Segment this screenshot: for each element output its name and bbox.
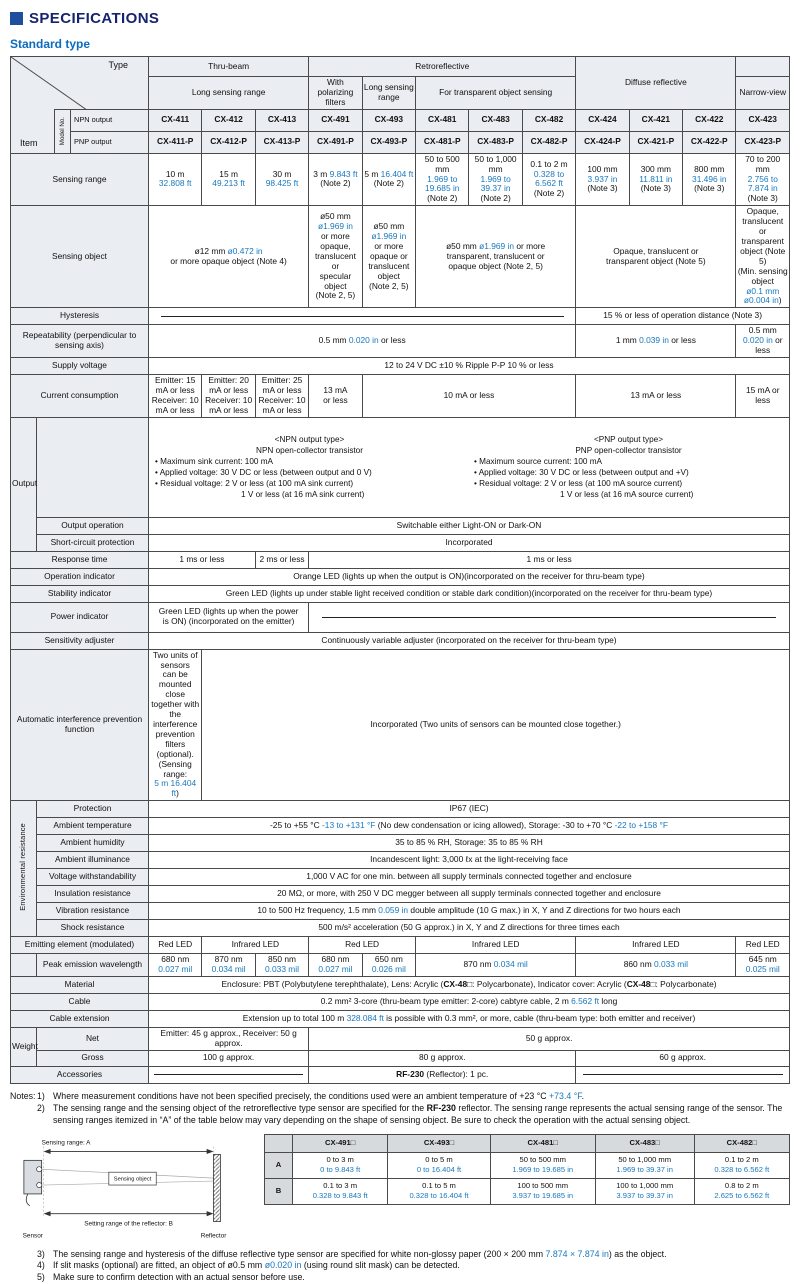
range-cell: 0.8 to 2 m 2.625 to 6.562 ft bbox=[694, 1178, 789, 1204]
model-npn: CX-491 bbox=[309, 109, 362, 131]
spec-cell: 13 mA or less bbox=[309, 375, 362, 418]
note-number: 2) bbox=[37, 1103, 53, 1127]
range-cell: 0 to 3 m 0 to 9.843 ft bbox=[293, 1152, 388, 1178]
spec-row bbox=[11, 801, 790, 818]
item-label: Item bbox=[20, 138, 38, 149]
model-pnp: CX-423-P bbox=[736, 131, 790, 153]
range-corner-cell bbox=[265, 1134, 293, 1152]
spec-cell: Red LED bbox=[149, 937, 202, 954]
item-sub-label: Gross bbox=[37, 1050, 149, 1066]
range-cell: 0.1 to 3 m 0.328 to 9.843 ft bbox=[293, 1178, 388, 1204]
note-text: If slit masks (optional) are fitted, an object of ø0.5 mm ø0.020 in (using round slit mask) can be detected. bbox=[53, 1260, 790, 1272]
spec-cell: Emitter: 15 mA or less Receiver: 10 mA or less bbox=[149, 375, 202, 418]
spec-cell: 10 m 32.808 ft bbox=[149, 153, 202, 206]
range-diagram bbox=[14, 1134, 256, 1242]
spec-row bbox=[11, 869, 790, 886]
note-number: 5) bbox=[37, 1272, 53, 1284]
spec-cell: 300 mm 11.811 in (Note 3) bbox=[629, 153, 682, 206]
model-pnp: CX-411-P bbox=[149, 131, 202, 153]
not-applicable-dash bbox=[322, 617, 776, 618]
spec-cell: 15 mA or less bbox=[736, 375, 790, 418]
note bbox=[37, 1272, 790, 1284]
spec-cell: 1 ms or less bbox=[149, 551, 256, 568]
item-row-label: Hysteresis bbox=[11, 308, 149, 325]
not-applicable-dash bbox=[583, 1074, 783, 1075]
spec-cell: 10 mA or less bbox=[362, 375, 576, 418]
range-cell: 100 to 500 mm 3.937 to 19.685 in bbox=[490, 1178, 595, 1204]
item-row-label: Sensing object bbox=[11, 206, 149, 308]
item-row-label: Supply voltage bbox=[11, 358, 149, 375]
spec-cell: Incorporated bbox=[149, 534, 790, 551]
spec-cell: 680 nm 0.027 mil bbox=[149, 954, 202, 977]
spec-cell: 15 m 49.213 ft bbox=[202, 153, 255, 206]
model-npn: CX-482 bbox=[522, 109, 575, 131]
model-pnp: CX-481-P bbox=[416, 131, 469, 153]
note bbox=[37, 1103, 790, 1127]
spec-row bbox=[11, 417, 790, 517]
model-npn: CX-483 bbox=[469, 109, 522, 131]
spec-cell: Infrared LED bbox=[576, 937, 736, 954]
spec-cell bbox=[149, 308, 576, 325]
item-row-label: Material bbox=[11, 977, 149, 994]
item-row-label: Operation indicator bbox=[11, 568, 149, 585]
spec-cell: Incorporated (Two units of sensors can be mounted close together.) bbox=[202, 649, 790, 801]
model-pnp: CX-412-P bbox=[202, 131, 255, 153]
model-pnp: CX-424-P bbox=[576, 131, 629, 153]
note-text: Where measurement conditions have not been specified precisely, the conditions used were an ambient temperature of +23 °C +73.4 °F. bbox=[53, 1091, 790, 1103]
spec-cell: Incandescent light: 3,000 ℓx at the light-receiving face bbox=[149, 852, 790, 869]
title-bullet-icon bbox=[10, 12, 23, 25]
spec-row bbox=[11, 903, 790, 920]
sensing-object-label: Sensing object bbox=[114, 1176, 152, 1182]
range-model-header: CX-491□ bbox=[293, 1134, 388, 1152]
spec-row bbox=[11, 920, 790, 937]
spec-cell: Orange LED (lights up when the output is ON)(incorporated on the receiver for thru-beam type) bbox=[149, 568, 790, 585]
spec-cell: ø50 mm ø1.969 in or more transparent, translucent or opaque object (Note 2, 5) bbox=[416, 206, 576, 308]
spec-row bbox=[11, 977, 790, 994]
spec-row bbox=[11, 517, 790, 534]
model-npn: CX-411 bbox=[149, 109, 202, 131]
model-no-label: Model No. bbox=[55, 110, 71, 153]
model-pnp: CX-422-P bbox=[683, 131, 736, 153]
item-sub-label: Output operation bbox=[37, 517, 149, 534]
spec-cell: 20 MΩ, or more, with 250 V DC megger between all supply terminals connected together and enclosure bbox=[149, 886, 790, 903]
spec-row bbox=[11, 835, 790, 852]
item-sub-label: Ambient humidity bbox=[37, 835, 149, 852]
item-sub-label bbox=[37, 417, 149, 517]
item-sub-label: Voltage withstandability bbox=[37, 869, 149, 886]
spec-cell: Switchable either Light-ON or Dark-ON bbox=[149, 517, 790, 534]
spec-row bbox=[11, 551, 790, 568]
range-cell: 0 to 5 m 0 to 16.404 ft bbox=[388, 1152, 490, 1178]
range-cell: 0.1 to 5 m 0.328 to 16.404 ft bbox=[388, 1178, 490, 1204]
spec-cell: 0.2 mm² 3-core (thru-beam type emitter: 2-core) cabtyre cable, 2 m 6.562 ft long bbox=[149, 994, 790, 1011]
spec-cell: 13 mA or less bbox=[576, 375, 736, 418]
type-group-header: Diffuse reflective bbox=[576, 57, 736, 110]
note-number: 3) bbox=[37, 1249, 53, 1261]
type-group-header: Thru-beam bbox=[149, 57, 309, 77]
spec-cell: 1 mm 0.039 in or less bbox=[576, 325, 736, 358]
spec-cell: 100 g approx. bbox=[149, 1050, 309, 1066]
item-row-label: Sensing range bbox=[11, 153, 149, 206]
spec-cell: 60 g approx. bbox=[576, 1050, 790, 1066]
spec-row bbox=[11, 1011, 790, 1028]
spec-cell: 645 nm 0.025 mil bbox=[736, 954, 790, 977]
spec-cell: 2 ms or less bbox=[255, 551, 308, 568]
model-npn: CX-423 bbox=[736, 109, 790, 131]
note-number: 4) bbox=[37, 1260, 53, 1272]
range-cell: 100 to 1,000 mm 3.937 to 39.37 in bbox=[595, 1178, 694, 1204]
type-subgroup-header: With polarizing filters bbox=[309, 77, 362, 110]
spec-cell: 0.1 to 2 m 0.328 to 6.562 ft (Note 2) bbox=[522, 153, 575, 206]
spec-cell: 860 nm 0.033 mil bbox=[576, 954, 736, 977]
spec-cell: 100 mm 3.937 in (Note 3) bbox=[576, 153, 629, 206]
spec-cell: 680 nm 0.027 mil bbox=[309, 954, 362, 977]
spec-cell: 10 to 500 Hz frequency, 1.5 mm 0.059 in double amplitude (10 G max.) in X, Y and Z directions for two hours each bbox=[149, 903, 790, 920]
range-header-row bbox=[265, 1134, 790, 1152]
spec-cell: 650 nm 0.026 mil bbox=[362, 954, 415, 977]
item-row-label: Cable extension bbox=[11, 1011, 149, 1028]
model-npn: CX-413 bbox=[255, 109, 308, 131]
item-row-label: Sensitivity adjuster bbox=[11, 632, 149, 649]
note-number: 1) bbox=[37, 1091, 53, 1103]
spec-cell: IP67 (IEC) bbox=[149, 801, 790, 818]
specifications-table bbox=[10, 56, 790, 1084]
note-text: Make sure to confirm detection with an actual sensor before use. bbox=[53, 1272, 790, 1284]
model-no-block bbox=[54, 109, 148, 153]
spec-row bbox=[11, 358, 790, 375]
item-row-label: Response time bbox=[11, 551, 149, 568]
item-sub-label: Protection bbox=[37, 801, 149, 818]
reflector-label: Reflector bbox=[201, 1232, 228, 1239]
spec-row bbox=[11, 602, 790, 632]
spec-cell: 0.5 mm 0.020 in or less bbox=[149, 325, 576, 358]
range-model-header: CX-493□ bbox=[388, 1134, 490, 1152]
spec-row bbox=[11, 206, 790, 308]
spec-row bbox=[11, 325, 790, 358]
retroreflective-range-section bbox=[14, 1134, 790, 1242]
range-cell: 50 to 500 mm 1.969 to 19.685 in bbox=[490, 1152, 595, 1178]
spec-cell: Red LED bbox=[736, 937, 790, 954]
spec-cell: 800 mm 31.496 in (Note 3) bbox=[683, 153, 736, 206]
page-title: SPECIFICATIONS bbox=[29, 10, 159, 27]
note bbox=[37, 1091, 790, 1103]
sensing-range-table bbox=[264, 1134, 790, 1205]
item-sub-label: Short-circuit protection bbox=[37, 534, 149, 551]
notes-spacer bbox=[10, 1249, 37, 1284]
item-sub-label: Net bbox=[37, 1028, 149, 1051]
notes-top bbox=[10, 1091, 790, 1127]
spec-cell: 50 g approx. bbox=[309, 1028, 790, 1051]
range-row-label: A bbox=[265, 1152, 293, 1178]
spec-cell: Opaque, translucent or transparent object (Note 5) (Min. sensing object ø0.1 mm ø0.004 in) bbox=[736, 206, 790, 308]
range-row-label: B bbox=[265, 1178, 293, 1204]
sensing-range-label: Sensing range: A bbox=[42, 1139, 92, 1146]
spec-cell: ø50 mm ø1.969 in or more opaque or translucent object (Note 2, 5) bbox=[362, 206, 415, 308]
type-label: Type bbox=[108, 60, 128, 71]
spec-cell: Emitter: 25 mA or less Receiver: 10 mA or less bbox=[255, 375, 308, 418]
model-npn: CX-422 bbox=[683, 109, 736, 131]
item-group-label bbox=[11, 954, 37, 977]
not-applicable-dash bbox=[161, 316, 564, 317]
item-row-label: Power indicator bbox=[11, 602, 149, 632]
spec-cell: 850 nm 0.033 mil bbox=[255, 954, 308, 977]
spec-cell: RF-230 (Reflector): 1 pc. bbox=[309, 1066, 576, 1083]
corner-header bbox=[11, 57, 149, 154]
spec-cell: ø12 mm ø0.472 in or more opaque object (Note 4) bbox=[149, 206, 309, 308]
spec-cell: 870 nm 0.034 mil bbox=[416, 954, 576, 977]
model-npn: CX-493 bbox=[362, 109, 415, 131]
not-applicable-dash bbox=[154, 1074, 303, 1075]
spec-row bbox=[11, 308, 790, 325]
spec-cell: 3 m 9.843 ft (Note 2) bbox=[309, 153, 362, 206]
spec-cell: 0.5 mm 0.020 in or less bbox=[736, 325, 790, 358]
item-row-label: Emitting element (modulated) bbox=[11, 937, 149, 954]
spec-cell: Two units of sensors can be mounted close together with the interference prevention filters (optional). (Sensing range: 5 m 16.404 ft) bbox=[149, 649, 202, 801]
npn-output-label: NPN output bbox=[71, 110, 148, 132]
spec-cell: Opaque, translucent or transparent object (Note 5) bbox=[576, 206, 736, 308]
item-row-label: Stability indicator bbox=[11, 585, 149, 602]
spec-cell: Infrared LED bbox=[416, 937, 576, 954]
spec-cell: 500 m/s² acceleration (50 G approx.) in X, Y and Z directions for three times each bbox=[149, 920, 790, 937]
model-pnp: CX-483-P bbox=[469, 131, 522, 153]
item-row-label: Current consumption bbox=[11, 375, 149, 418]
note bbox=[37, 1260, 790, 1272]
spec-row bbox=[11, 818, 790, 835]
setting-range-label: Setting range of the reflector: B bbox=[84, 1220, 173, 1227]
notes-label: Notes: bbox=[10, 1091, 37, 1127]
type-group-header bbox=[736, 57, 790, 77]
spec-row bbox=[11, 632, 790, 649]
item-sub-label: Ambient temperature bbox=[37, 818, 149, 835]
item-sub-label: Vibration resistance bbox=[37, 903, 149, 920]
model-pnp: CX-413-P bbox=[255, 131, 308, 153]
spec-cell: 1,000 V AC for one min. between all supply terminals connected together and enclosure bbox=[149, 869, 790, 886]
type-subgroup-header: Narrow-view bbox=[736, 77, 790, 110]
spec-row bbox=[11, 153, 790, 206]
item-row-label: Automatic interference prevention function bbox=[11, 649, 149, 801]
item-sub-label: Insulation resistance bbox=[37, 886, 149, 903]
range-row bbox=[265, 1152, 790, 1178]
range-model-header: CX-483□ bbox=[595, 1134, 694, 1152]
range-row bbox=[265, 1178, 790, 1204]
spec-row bbox=[11, 994, 790, 1011]
spec-row bbox=[11, 1066, 790, 1083]
spec-row bbox=[11, 375, 790, 418]
item-group-label: Weight bbox=[11, 1028, 37, 1067]
spec-cell: Continuously variable adjuster (incorporated on the receiver for thru-beam type) bbox=[149, 632, 790, 649]
spec-cell: 50 to 500 mm 1.969 to 19.685 in (Note 2) bbox=[416, 153, 469, 206]
item-sub-label: Ambient illuminance bbox=[37, 852, 149, 869]
spec-cell: Green LED (lights up when the power is ON) (incorporated on the emitter) bbox=[149, 602, 309, 632]
spec-cell: 1 ms or less bbox=[309, 551, 790, 568]
spec-cell bbox=[149, 1066, 309, 1083]
spec-cell: 35 to 85 % RH, Storage: 35 to 85 % RH bbox=[149, 835, 790, 852]
model-npn: CX-481 bbox=[416, 109, 469, 131]
note bbox=[37, 1249, 790, 1261]
spec-cell bbox=[309, 602, 790, 632]
type-group-header: Retroreflective bbox=[309, 57, 576, 77]
spec-cell: Red LED bbox=[309, 937, 416, 954]
section-title bbox=[10, 10, 790, 27]
subsection-title: Standard type bbox=[10, 37, 790, 51]
spec-row bbox=[11, 886, 790, 903]
spec-row bbox=[11, 568, 790, 585]
spec-cell: Green LED (lights up under stable light received condition or stable dark condition)(incorporated on the receiver for thru-beam type) bbox=[149, 585, 790, 602]
reflector-box bbox=[214, 1154, 221, 1221]
spec-row bbox=[11, 649, 790, 801]
type-subgroup-header: Long sensing range bbox=[149, 77, 309, 110]
notes-bottom bbox=[10, 1249, 790, 1284]
sensor-box bbox=[24, 1160, 42, 1194]
sensor-label: Sensor bbox=[23, 1232, 44, 1239]
spec-cell: 30 m 98.425 ft bbox=[255, 153, 308, 206]
spec-cell: -25 to +55 °C -13 to +131 °F (No dew condensation or icing allowed), Storage: -30 to +70 °C -22 to +158 °F bbox=[149, 818, 790, 835]
spec-cell: Emitter: 20 mA or less Receiver: 10 mA or less bbox=[202, 375, 255, 418]
type-subgroup-header: Long sensing range bbox=[362, 77, 415, 110]
spec-row bbox=[11, 1050, 790, 1066]
spec-cell: 50 to 1,000 mm 1.969 to 39.37 in (Note 2) bbox=[469, 153, 522, 206]
sensor-cable bbox=[26, 1193, 30, 1205]
spec-cell bbox=[576, 1066, 790, 1083]
model-npn: CX-421 bbox=[629, 109, 682, 131]
note-text: The sensing range and the sensing object of the retroreflective type sensor are specified for the RF-230 reflector. The sensing range represents the actual sensing range of the sensor. The sensing ranges itemized in “A” of the table below may vary depending on the shape of sensing object. Be sure to check the operation with the actual sensing object. bbox=[53, 1103, 790, 1127]
spec-cell: Extension up to total 100 m 328.084 ft is possible with 0.3 mm², or more, cable (thru-beam type: both emitter and receiver) bbox=[149, 1011, 790, 1028]
spec-cell: 5 m 16.404 ft (Note 2) bbox=[362, 153, 415, 206]
spec-cell: 15 % or less of operation distance (Note 3) bbox=[576, 308, 790, 325]
range-cell: 0.1 to 2 m 0.328 to 6.562 ft bbox=[694, 1152, 789, 1178]
item-group-label: Output bbox=[11, 417, 37, 551]
spec-row bbox=[11, 852, 790, 869]
type-subgroup-header: For transparent object sensing bbox=[416, 77, 576, 110]
item-sub-label: Peak emission wavelength bbox=[37, 954, 149, 977]
spec-row bbox=[11, 954, 790, 977]
model-npn: CX-412 bbox=[202, 109, 255, 131]
model-pnp: CX-493-P bbox=[362, 131, 415, 153]
item-row-label: Accessories bbox=[11, 1066, 149, 1083]
spec-cell: ø50 mm ø1.969 in or more opaque, translucent or specular object (Note 2, 5) bbox=[309, 206, 362, 308]
item-sub-label: Shock resistance bbox=[37, 920, 149, 937]
spec-cell: 80 g approx. bbox=[309, 1050, 576, 1066]
model-pnp: CX-421-P bbox=[629, 131, 682, 153]
item-row-label: Repeatability (perpendicular to sensing axis) bbox=[11, 325, 149, 358]
range-model-header: CX-481□ bbox=[490, 1134, 595, 1152]
spec-row bbox=[11, 1028, 790, 1051]
spec-cell: 12 to 24 V DC ±10 % Ripple P-P 10 % or less bbox=[149, 358, 790, 375]
item-group-label: Environmental resistance bbox=[11, 801, 37, 937]
spec-cell: Emitter: 45 g approx., Receiver: 50 g approx. bbox=[149, 1028, 309, 1051]
spec-cell: <NPN output type> NPN open-collector transistor • Maximum sink current: 100 mA • Applied voltage: 30 V DC or less (between output and 0 V) • Residual voltage: 2 V or less (at 100 mA sink current) 1 V or less (at 16 mA sink current) <PNP output type> PNP open-collector transistor • Maximum source current: 100 mA • Applied voltage: 30 V DC or less (between output and +V) • Residual voltage: 2 V or less (at 100 mA source current) 1 V or less (at 16 mA source current) bbox=[149, 417, 790, 517]
range-cell: 50 to 1,000 mm 1.969 to 39.37 in bbox=[595, 1152, 694, 1178]
type-header-row bbox=[11, 57, 790, 77]
spec-cell: 70 to 200 mm 2.756 to 7.874 in (Note 3) bbox=[736, 153, 790, 206]
spec-row bbox=[11, 937, 790, 954]
spec-cell: 870 nm 0.034 mil bbox=[202, 954, 255, 977]
item-row-label: Cable bbox=[11, 994, 149, 1011]
model-npn: CX-424 bbox=[576, 109, 629, 131]
note-text: The sensing range and hysteresis of the diffuse reflective type sensor are specified for white non-glossy paper (200 × 200 mm 7.874 × 7.874 in) as the object. bbox=[53, 1249, 790, 1261]
spec-cell: Infrared LED bbox=[202, 937, 309, 954]
spec-row bbox=[11, 585, 790, 602]
spec-row bbox=[11, 534, 790, 551]
range-model-header: CX-482□ bbox=[694, 1134, 789, 1152]
spec-cell: Enclosure: PBT (Polybutylene terephthalate), Lens: Acrylic (CX-48□: Polycarbonate), Indicator cover: Acrylic (CX-48□: Polycarbonate) bbox=[149, 977, 790, 994]
model-pnp: CX-482-P bbox=[522, 131, 575, 153]
pnp-output-label: PNP output bbox=[71, 132, 148, 153]
model-pnp: CX-491-P bbox=[309, 131, 362, 153]
